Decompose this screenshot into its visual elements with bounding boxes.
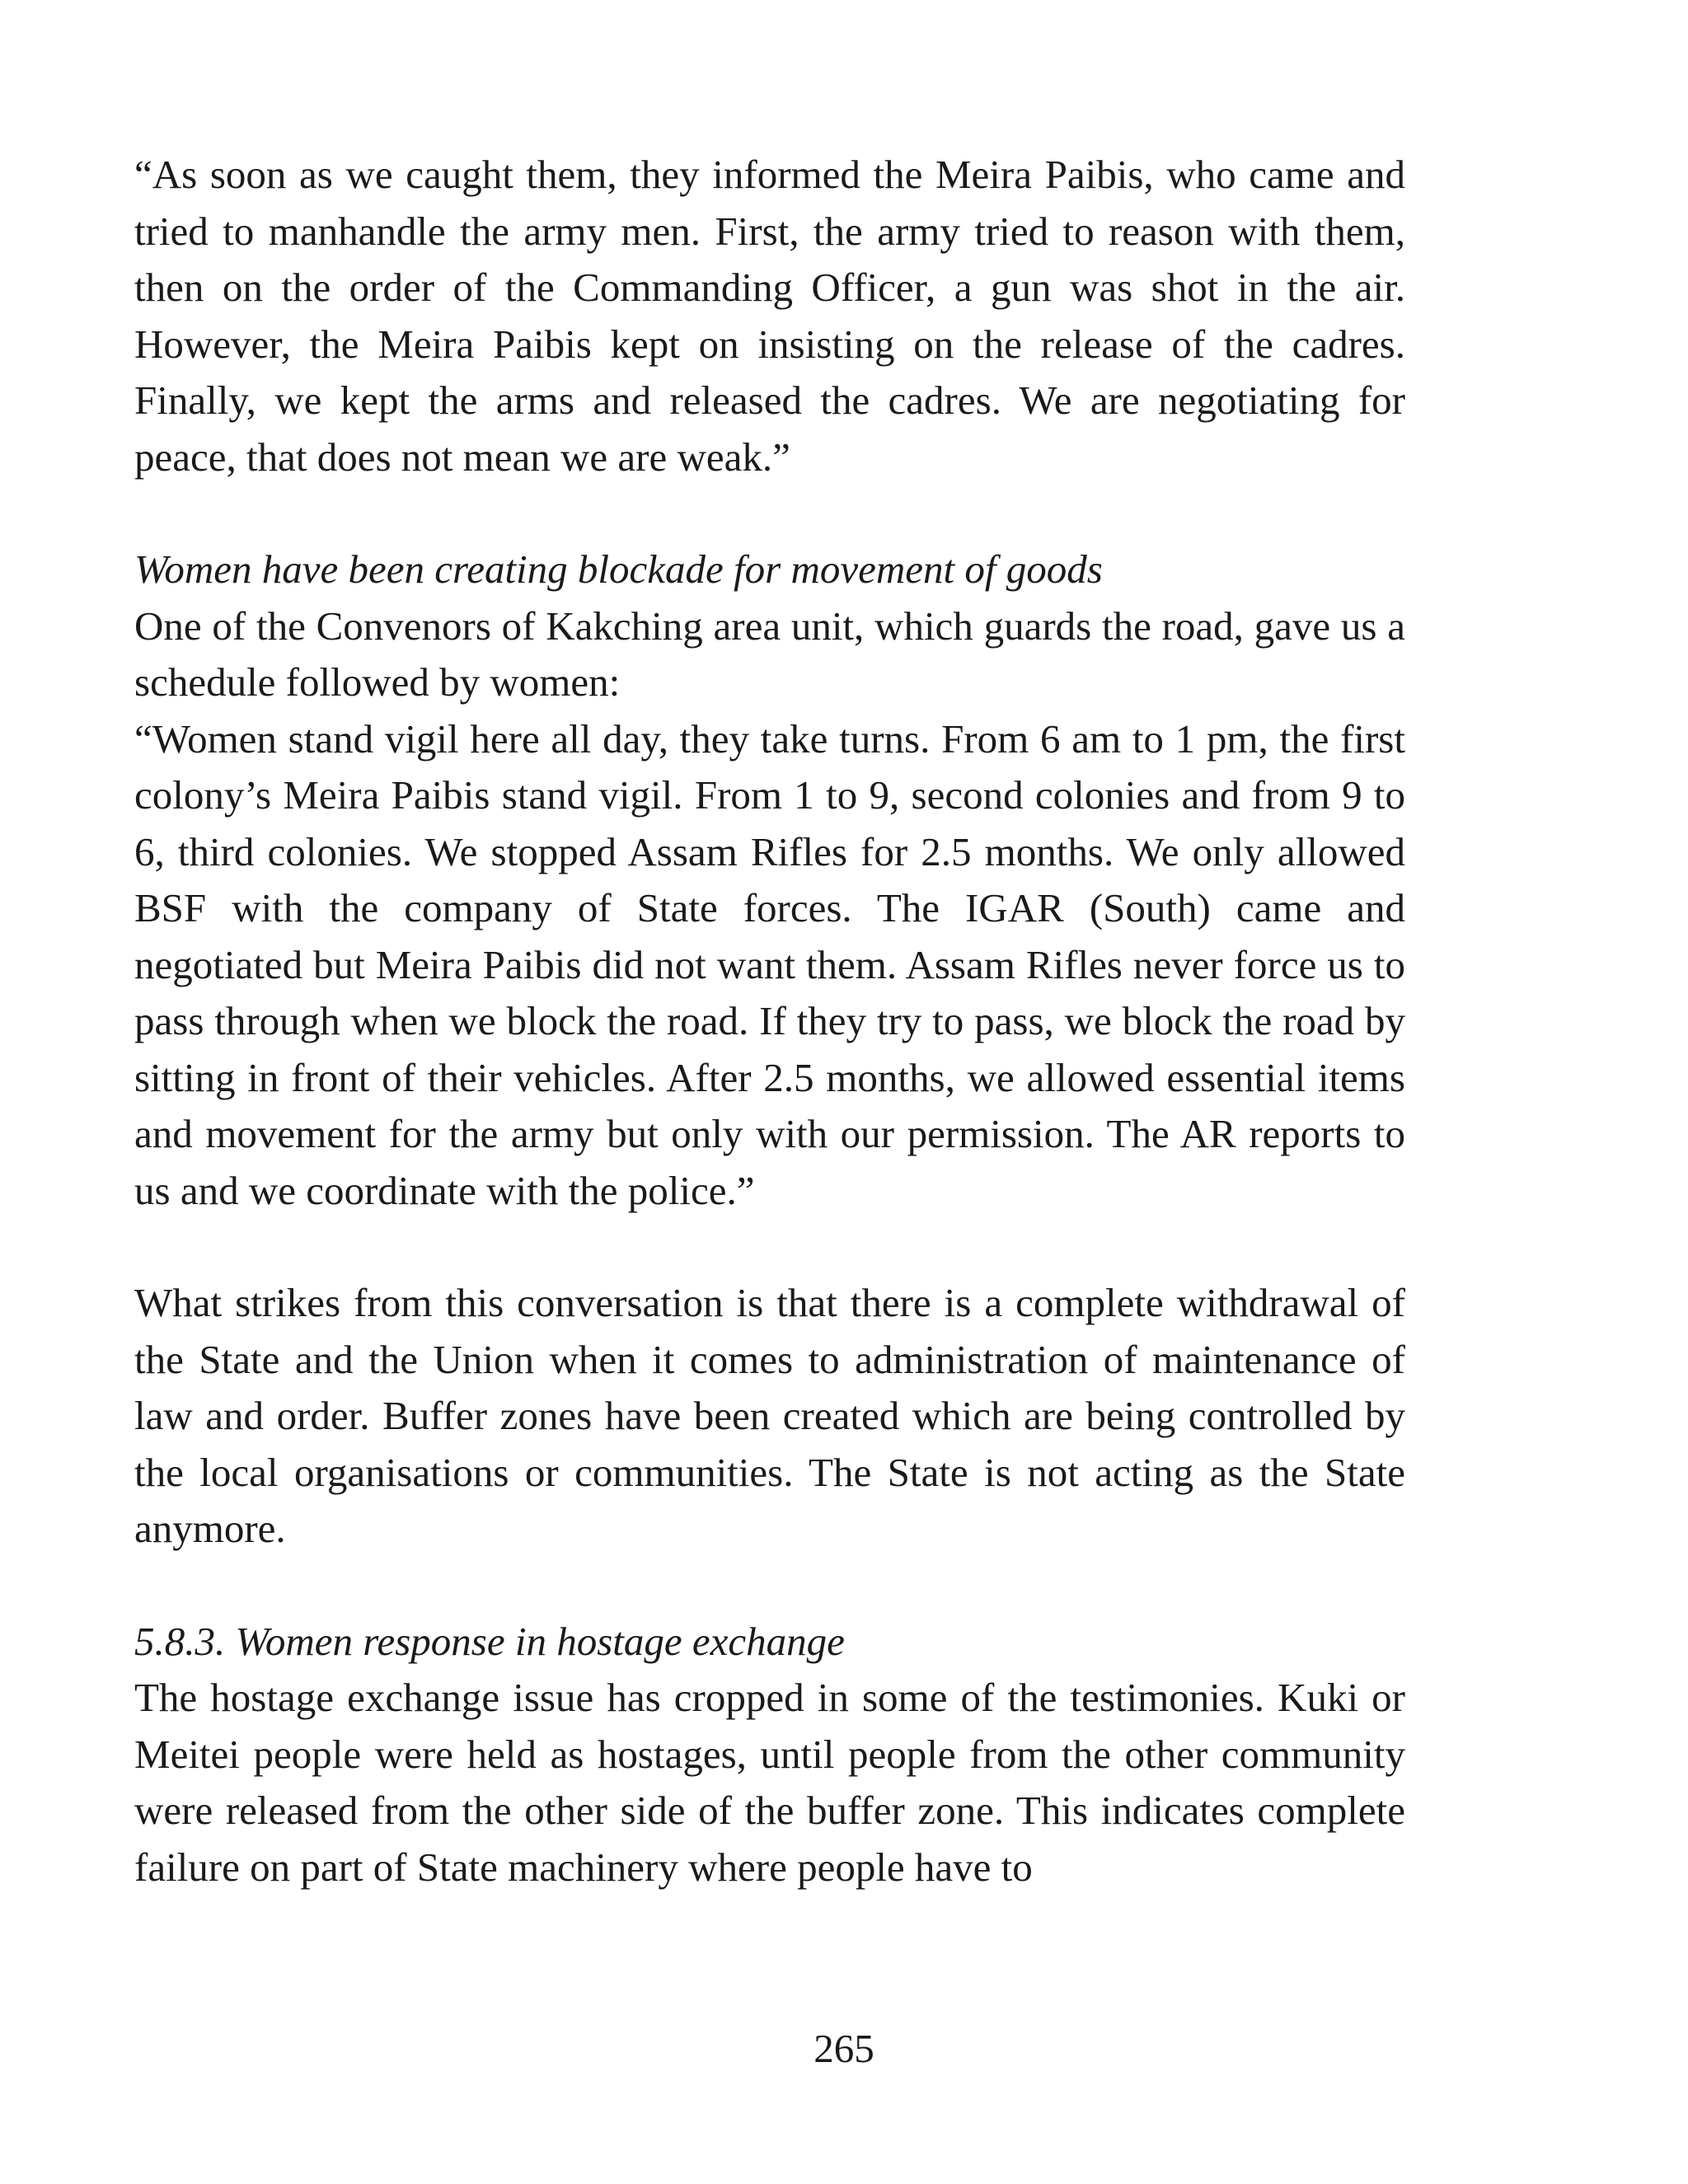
paragraph-army-quote: “As soon as we caught them, they informed the Meira Paibis, who came and tried to manhandle the army men. First, the army tried to reason with them, then on the order of the Commanding Officer, a gun was shot in the air. However, the Meira Paibis kept on insisting on the release of the cadres. Finally, we kept the arms and released the cadres. We are negotiating for peace, that does not mean we are weak.” — [134, 152, 1405, 480]
section-heading-blockade: Women have been creating blockade for movement of goods — [134, 546, 1103, 592]
paragraph-hostage-exchange: The hostage exchange issue has cropped in some of the testimonies. Kuki or Meitei people were held as hostages, until people from the other community were released from the other side of the buffer zone. This indicates complete failure on part of State machinery where people have to — [134, 1675, 1405, 1890]
paragraph-spacer — [134, 485, 1405, 541]
page-number: 265 — [814, 2026, 874, 2071]
section-heading-hostage-exchange: 5.8.3. Women response in hostage exchange — [134, 1618, 845, 1664]
paragraph-convenor-intro: One of the Convenors of Kakching area unit, which guards the road, gave us a schedule followed by women: — [134, 602, 1405, 705]
paragraph-spacer — [134, 1219, 1405, 1275]
page-body — [134, 147, 1405, 1896]
paragraph-women-vigil-quote: “Women stand vigil here all day, they take turns. From 6 am to 1 pm, the first colony’s Meira Paibis stand vigil. From 1 to 9, second colonies and from 9 to 6, third colonies. We stopped Assam Rifles for 2.5 months. We only allowed BSF with the company of State forces. The IGAR (South) came and negotiated but Meira Paibis did not want them. Assam Rifles never force us to pass through when we block the road. If they try to pass, we block the road by sitting in front of their vehicles. After 2.5 months, we allowed essential items and movement for the army but only with our permission. The AR reports to us and we coordinate with the police.” — [134, 715, 1405, 1213]
paragraph-spacer — [134, 1558, 1405, 1614]
paragraph-state-withdrawal: What strikes from this conversation is that there is a complete withdrawal of the State and the Union when it comes to administration of maintenance of law and order. Buffer zones have been created which are being controlled by the local organisations or communities. The State is not acting as the State anymore. — [134, 1280, 1405, 1551]
